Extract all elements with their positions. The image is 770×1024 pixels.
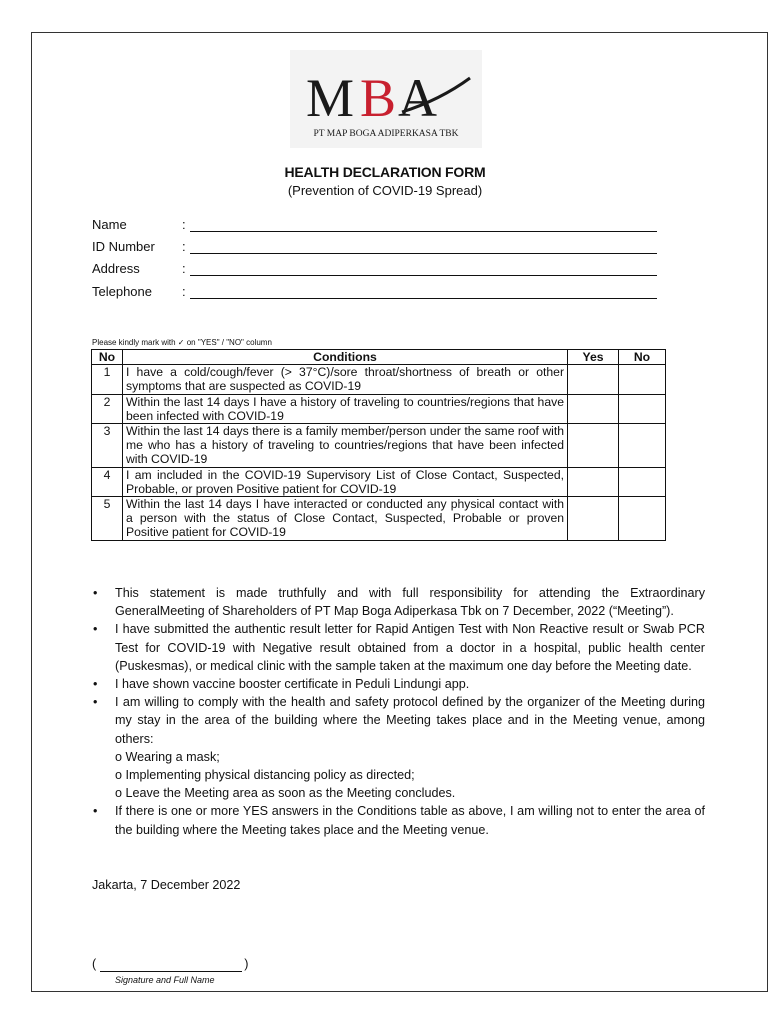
bullet-icon: •: [93, 804, 98, 819]
bullet-icon: •: [93, 586, 98, 600]
statement-text: If there is one or more YES answers in the Conditions table as above, I am willing not to enter the area of the building where the Meeting takes place and the Meeting venue.: [115, 804, 705, 837]
row-number: 4: [92, 467, 123, 496]
table-row: [92, 424, 666, 468]
bullet-icon: •: [93, 677, 98, 692]
statement-text: I am willing to comply with the health and safety protocol defined by the organizer of the Meeting during my stay in the area of the building where the Meeting takes place and in the Meeting venue, among others:: [115, 695, 705, 746]
id-number-colon: :: [182, 239, 186, 254]
row-number: 5: [92, 497, 123, 541]
address-label: Address: [92, 261, 140, 276]
row-number: 2: [92, 394, 123, 423]
no-checkbox-cell[interactable]: [619, 394, 666, 423]
logo-company-name: PT MAP BOGA ADIPERKASA TBK: [313, 129, 459, 139]
declaration-statements: [92, 584, 705, 839]
protocol-sub-item: o Leave the Meeting area as soon as the Meeting concludes.: [115, 786, 456, 801]
id-number-input-line[interactable]: [190, 253, 657, 254]
name-input-line[interactable]: [190, 231, 657, 232]
no-checkbox-cell[interactable]: [619, 424, 666, 468]
place-and-date: Jakarta, 7 December 2022: [92, 878, 241, 892]
header-no: No: [92, 350, 123, 365]
name-colon: :: [182, 217, 186, 232]
table-row: [92, 497, 666, 541]
statement-item: [93, 675, 705, 693]
company-logo: [290, 50, 482, 148]
yes-checkbox-cell[interactable]: [568, 467, 619, 496]
table-row: [92, 365, 666, 394]
no-checkbox-cell[interactable]: [619, 497, 666, 541]
statement-item: [93, 802, 705, 838]
no-checkbox-cell[interactable]: [619, 467, 666, 496]
id-number-label: ID Number: [92, 239, 155, 254]
header-yes: Yes: [568, 350, 619, 365]
row-condition-text: I am included in the COVID-19 Supervisory List of Close Contact, Suspected, Probable, or proven Positive patient for COVID-19: [123, 467, 568, 496]
signature-close-paren: ): [244, 957, 249, 971]
signature-line: [100, 971, 242, 972]
logo-mark-b: B: [360, 68, 397, 128]
table-row: [92, 467, 666, 496]
statement-item: [93, 584, 705, 620]
conditions-table: [91, 349, 666, 541]
mba-logo-graphic: [290, 50, 482, 148]
row-condition-text: Within the last 14 days there is a family member/person under the same roof with me who has a history of traveling to countries/regions that have been infected with COVID-19: [123, 424, 568, 468]
statement-text: I have shown vaccine booster certificate in Peduli Lindungi app.: [115, 677, 470, 692]
header-conditions: Conditions: [123, 350, 568, 365]
marking-instruction: Please kindly mark with ✓ on "YES" / "NO" column: [92, 338, 272, 347]
yes-checkbox-cell[interactable]: [568, 365, 619, 394]
statement-text: I have submitted the authentic result letter for Rapid Antigen Test with Non Reactive result or Swab PCR Test for COVID-19 with Negative result obtained from a doctor in a hospital, public health center (Puskesmas), or medical clinic with the sample taken at the maximum one day before the Meeting date.: [115, 622, 705, 673]
no-checkbox-cell[interactable]: [619, 365, 666, 394]
bullet-icon: •: [93, 622, 98, 637]
table-header-row: [92, 350, 666, 365]
yes-checkbox-cell[interactable]: [568, 497, 619, 541]
yes-checkbox-cell[interactable]: [568, 424, 619, 468]
header-no-answer: No: [619, 350, 666, 365]
row-number: 1: [92, 365, 123, 394]
row-condition-text: Within the last 14 days I have interacted or conducted any physical contact with a person with the status of Close Contact, Suspected, Probable or proven Positive patient for COVID-19: [123, 497, 568, 541]
yes-checkbox-cell[interactable]: [568, 394, 619, 423]
form-title: HEALTH DECLARATION FORM: [284, 164, 486, 180]
logo-mark-a: A: [398, 68, 437, 128]
statement-text: This statement is made truthfully and with full responsibility for attending the Extraordinary GeneralMeeting of Shareholders of PT Map Boga Adiperkasa Tbk on 7 December, 2022 (“Meeting”).: [115, 586, 705, 619]
signature-area[interactable]: [92, 957, 248, 971]
bullet-icon: •: [93, 695, 98, 710]
name-label: Name: [92, 217, 127, 232]
signature-caption: Signature and Full Name: [115, 975, 215, 985]
telephone-input-line[interactable]: [190, 298, 657, 299]
row-condition-text: Within the last 14 days I have a history of traveling to countries/regions that have been infected with COVID-19: [123, 394, 568, 423]
telephone-label: Telephone: [92, 284, 152, 299]
address-input-line[interactable]: [190, 275, 657, 276]
form-subtitle: (Prevention of COVID-19 Spread): [287, 183, 483, 198]
row-number: 3: [92, 424, 123, 468]
protocol-sub-item: o Implementing physical distancing policy as directed;: [115, 768, 415, 783]
telephone-colon: :: [182, 284, 186, 299]
protocol-sub-item: o Wearing a mask;: [115, 749, 220, 764]
statement-item: [93, 693, 705, 802]
statement-item: [93, 620, 705, 675]
row-condition-text: I have a cold/cough/fever (> 37°C)/sore throat/shortness of breath or other symptoms that are suspected as COVID-19: [123, 365, 568, 394]
signature-open-paren: (: [92, 957, 97, 971]
address-colon: :: [182, 261, 186, 276]
table-row: [92, 394, 666, 423]
logo-mark-m: M: [306, 68, 355, 128]
